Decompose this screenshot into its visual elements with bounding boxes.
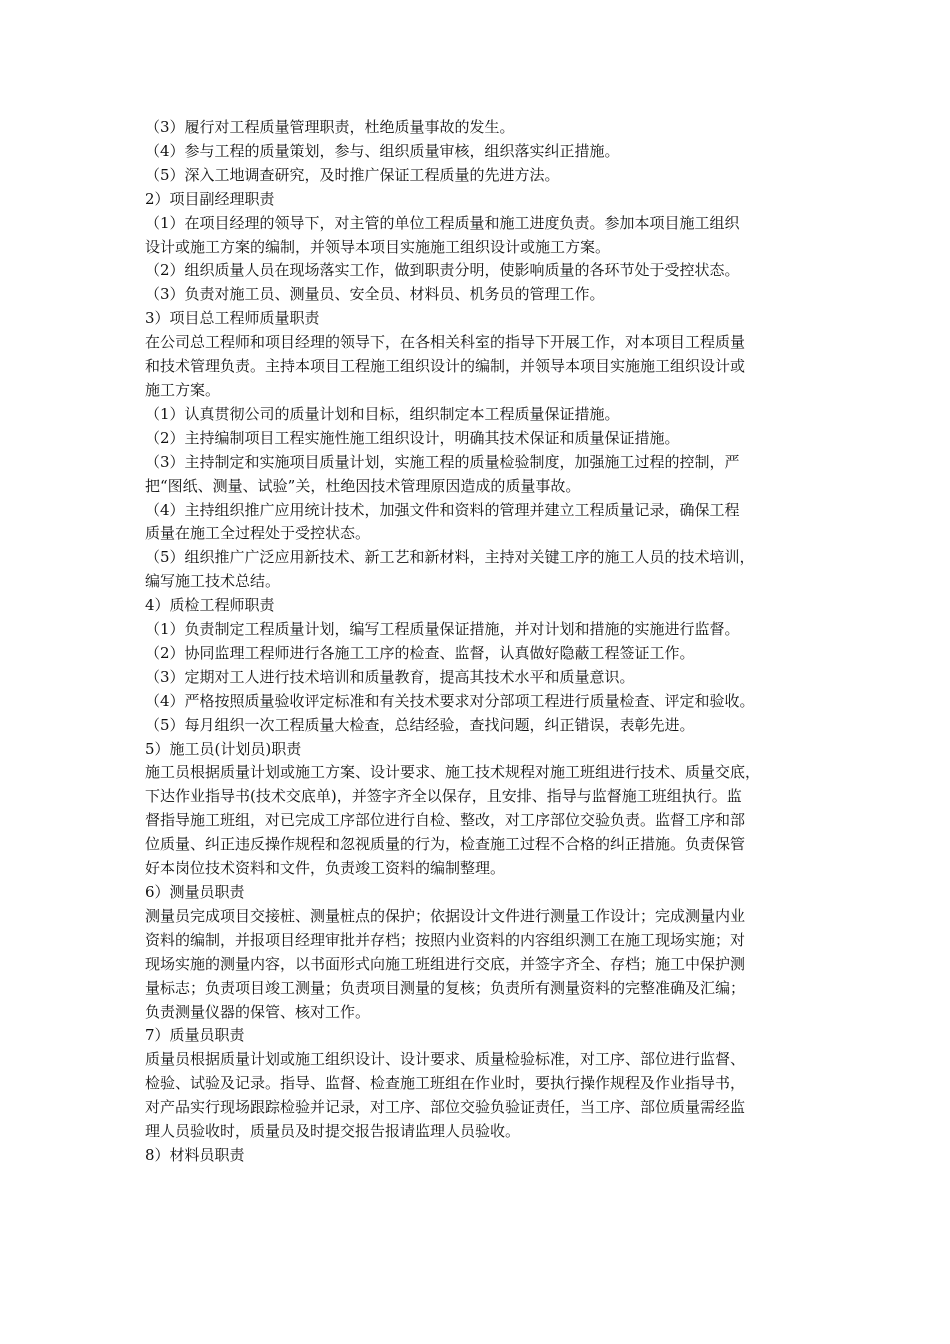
text-line: （4）严格按照质量验收评定标准和有关技术要求对分部项工程进行质量检查、评定和验收。	[145, 691, 755, 710]
text-line: 施工员根据质量计划或施工方案、设计要求、施工技术规程对施工班组进行技术、质量交底，	[145, 763, 761, 782]
text-line: 6）测量员职责	[145, 883, 245, 901]
text-line: 7）质量员职责	[145, 1026, 245, 1045]
text-line: 质量在施工全过程处于受控状态。	[145, 524, 371, 543]
text-line: （1）负责制定工程质量计划，编写工程质量保证措施，并对计划和措施的实施进行监督。	[145, 620, 740, 639]
text-line: （2）主持编制项目工程实施性施工组织设计，明确其技术保证和质量保证措施。	[145, 428, 680, 447]
text-line: （3）主持制定和实施项目质量计划，实施工程的质量检验制度，加强施工过程的控制，严	[145, 452, 740, 471]
text-line: 质量员根据质量计划或施工组织设计、设计要求、质量检验标准，对工序、部位进行监督、	[145, 1050, 746, 1069]
text-line: 检验、试验及记录。指导、监督、检查施工班组在作业时，要执行操作规程及作业指导书，	[145, 1074, 746, 1093]
text-line: 和技术管理负责。主持本项目工程施工组织设计的编制，并领导本项目实施施工组织设计或	[145, 357, 746, 376]
text-line: 3）项目总工程师质量职责	[145, 309, 320, 328]
text-line: 测量员完成项目交接桩、测量桩点的保护；依据设计文件进行测量工作设计；完成测量内业	[145, 906, 746, 925]
text-line: 设计或施工方案的编制，并领导本项目实施施工组织设计或施工方案。	[145, 237, 611, 256]
text-line: 督指导施工班组，对已完成工序部位进行自检、整改，对工序部位交验负责。监督工序和部	[145, 811, 746, 830]
text-line: 负责测量仪器的保管、核对工作。	[145, 1002, 371, 1021]
text-line: 2）项目副经理职责	[145, 189, 275, 208]
text-line: （5）深入工地调查研究，及时推广保证工程质量的先进方法。	[145, 165, 560, 184]
text-line: 对产品实行现场跟踪检验并记录，对工序、部位交验负验证责任，当工序、部位质量需经监	[145, 1098, 746, 1117]
document-body	[145, 116, 813, 1168]
text-line: 8）材料员职责	[145, 1145, 245, 1164]
text-line: 理人员验收时，质量员及时提交报告报请监理人员验收。	[145, 1122, 521, 1141]
text-line: 好本岗位技术资料和文件，负责竣工资料的编制整理。	[145, 859, 506, 878]
text-line: （5）每月组织一次工程质量大检查，总结经验，查找问题，纠正错误，表彰先进。	[145, 715, 695, 734]
text-line: 资料的编制，并报项目经理审批并存档；按照内业资料的内容组织测工在施工现场实施；对	[145, 930, 746, 949]
text-line: （1）认真贯彻公司的质量计划和目标，组织制定本工程质量保证措施。	[145, 404, 620, 423]
text-line: 4）质检工程师职责	[145, 596, 275, 615]
text-line: （2）组织质量人员在现场落实工作，做到职责分明，使影响质量的各环节处于受控状态。	[145, 261, 740, 280]
text-line: （3）负责对施工员、测量员、安全员、材料员、机务员的管理工作。	[145, 285, 605, 304]
text-line: （5）组织推广广泛应用新技术、新工艺和新材料，主持对关键工序的施工人员的技术培训，	[145, 548, 755, 567]
text-line: （4）参与工程的质量策划，参与、组织质量审核，组织落实纠正措施。	[145, 141, 620, 160]
text-line: 现场实施的测量内容，以书面形式向施工班组进行交底，并签字齐全、存档；施工中保护测	[145, 954, 746, 973]
text-line: 5）施工员(计划员)职责	[145, 739, 302, 758]
text-line: （1）在项目经理的领导下，对主管的单位工程质量和施工进度负责。参加本项目施工组织	[145, 213, 740, 232]
text-line: 施工方案。	[145, 380, 221, 399]
text-line: 位质量、纠正违反操作规程和忽视质量的行为，检查施工过程不合格的纠正措施。负责保管	[145, 835, 746, 854]
text-line: 在公司总工程师和项目经理的领导下，在各相关科室的指导下开展工作，对本项目工程质量	[145, 333, 746, 352]
text-line: 编写施工技术总结。	[145, 572, 281, 591]
text-line: 量标志；负责项目竣工测量；负责项目测量的复核；负责所有测量资料的完整准确及汇编；	[145, 978, 746, 997]
text-line: （3）定期对工人进行技术培训和质量教育，提高其技术水平和质量意识。	[145, 667, 635, 686]
text-line: 把“图纸、测量、试验”关，杜绝因技术管理原因造成的质量事故。	[145, 476, 581, 495]
text-line: （3）履行对工程质量管理职责，杜绝质量事故的发生。	[145, 118, 515, 136]
text-line: 下达作业指导书(技术交底单)，并签字齐全以保存，且安排、指导与监督施工班组执行。监	[145, 787, 742, 806]
text-line: （2）协同监理工程师进行各施工工序的检查、监督，认真做好隐蔽工程签证工作。	[145, 643, 695, 662]
text-line: （4）主持组织推广应用统计技术，加强文件和资料的管理并建立工程质量记录，确保工程	[145, 500, 740, 519]
